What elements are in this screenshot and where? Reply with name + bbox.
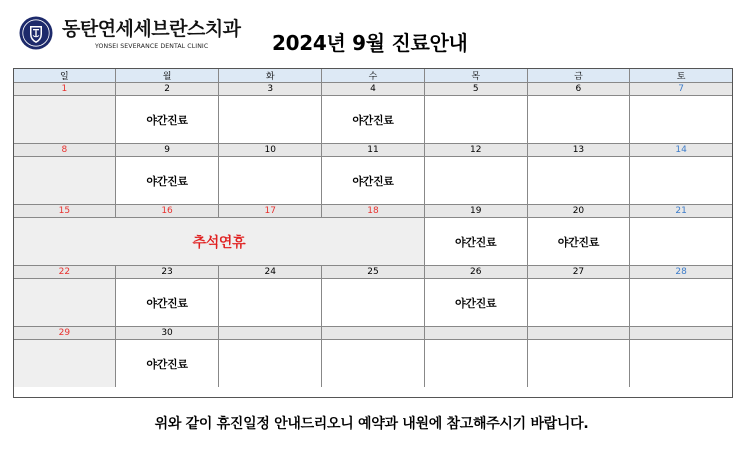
date-number: 20 [528,205,631,218]
date-number: 17 [219,205,322,218]
date-number: 29 [14,327,116,340]
day-cell [630,279,732,327]
date-number: 3 [219,83,322,96]
day-cell [14,279,116,327]
day-cell [528,157,631,205]
date-number: 2 [116,83,220,96]
night-clinic-label: 야간진료 [116,340,220,387]
day-cell [630,157,732,205]
date-number: 6 [528,83,631,96]
date-number: 8 [14,144,116,157]
date-number: 10 [219,144,322,157]
night-clinic-label: 야간진료 [322,157,425,205]
clinic-name: 동탄연세세브란스치과 [62,18,241,40]
date-number [322,327,425,340]
day-cell [425,157,528,205]
date-number: 30 [116,327,220,340]
date-number [425,327,528,340]
date-number: 22 [14,266,116,279]
date-number: 13 [528,144,631,157]
day-cell [219,340,322,387]
weekday-header-6: 토 [630,69,732,83]
day-cell [630,340,732,387]
footer-notice: 위와 같이 휴진일정 안내드리오니 예약과 내원에 참고해주시기 바랍니다. [154,416,589,432]
page-header [0,0,743,66]
day-cell [219,157,322,205]
day-cell [219,96,322,144]
weekday-header-5: 금 [528,69,631,83]
day-cell [630,218,732,266]
date-number [219,327,322,340]
date-number: 21 [630,205,732,218]
date-number: 14 [630,144,732,157]
day-cell [219,279,322,327]
day-cell [425,96,528,144]
page-title: 2024년 9월 진료안내 [272,31,468,55]
date-number: 7 [630,83,732,96]
weekday-header-2: 화 [219,69,322,83]
date-number: 16 [116,205,220,218]
date-number: 28 [630,266,732,279]
day-cell [322,279,425,327]
date-number: 19 [425,205,528,218]
day-cell [14,96,116,144]
date-number: 12 [425,144,528,157]
date-number [528,327,631,340]
yonsei-shield-logo-icon [19,16,53,50]
date-number: 27 [528,266,631,279]
day-cell [528,279,631,327]
night-clinic-label: 야간진료 [116,157,220,205]
weekday-header-1: 월 [116,69,220,83]
holiday-label: 추석연휴 [14,218,425,266]
day-cell [322,340,425,387]
day-cell [14,157,116,205]
night-clinic-label: 야간진료 [425,218,528,266]
date-number: 4 [322,83,425,96]
night-clinic-label: 야간진료 [425,279,528,327]
date-number [630,327,732,340]
day-cell [630,96,732,144]
date-number: 5 [425,83,528,96]
date-number: 24 [219,266,322,279]
date-number: 18 [322,205,425,218]
date-number: 26 [425,266,528,279]
day-cell [528,96,631,144]
weekday-header-4: 목 [425,69,528,83]
night-clinic-label: 야간진료 [116,279,220,327]
night-clinic-label: 야간진료 [528,218,631,266]
day-cell [14,340,116,387]
clinic-english-name: YONSEI SEVERANCE DENTAL CLINIC [95,43,209,50]
date-number: 9 [116,144,220,157]
calendar-table [13,68,733,398]
date-number: 1 [14,83,116,96]
weekday-header-3: 수 [322,69,425,83]
night-clinic-label: 야간진료 [322,96,425,144]
date-number: 25 [322,266,425,279]
date-number: 11 [322,144,425,157]
weekday-header-0: 일 [14,69,116,83]
night-clinic-label: 야간진료 [116,96,220,144]
date-number: 15 [14,205,116,218]
day-cell [528,340,631,387]
date-number: 23 [116,266,220,279]
day-cell [425,340,528,387]
